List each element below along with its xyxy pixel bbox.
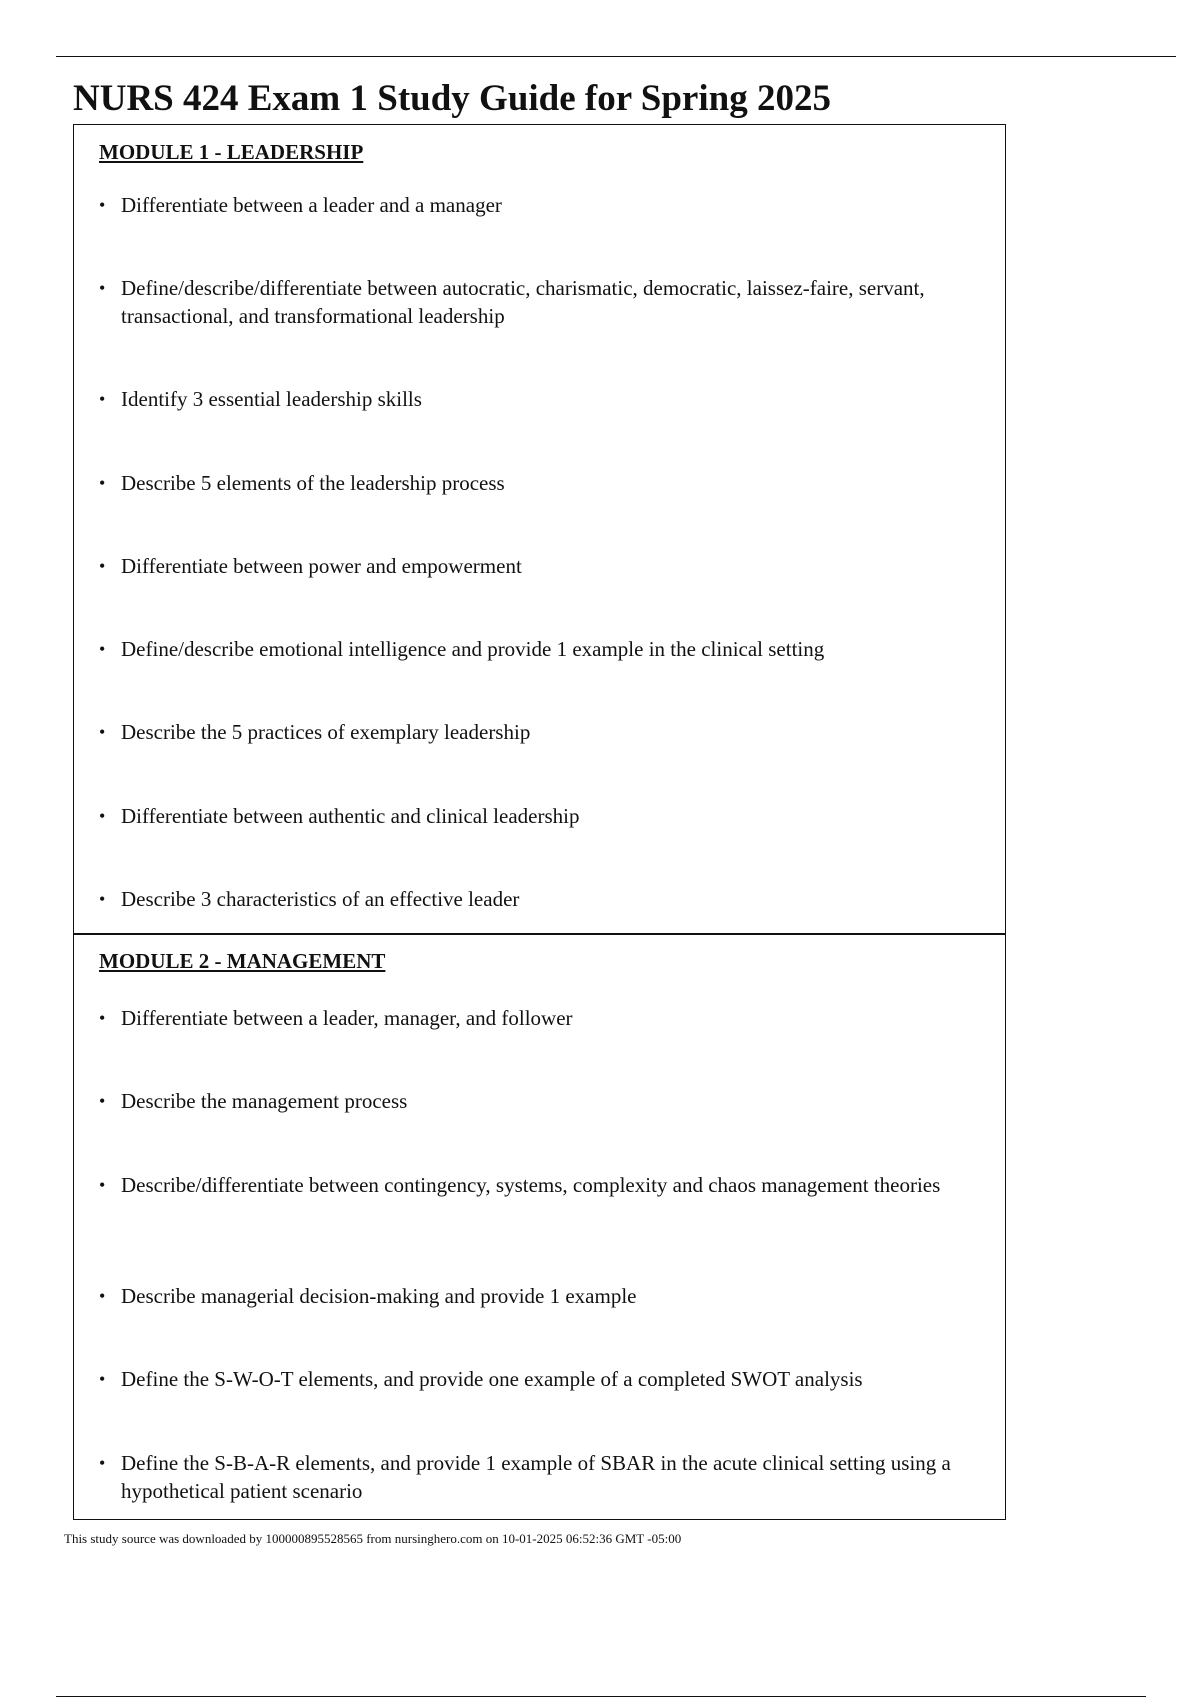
objective-text: Differentiate between authentic and clinical leadership xyxy=(121,804,580,828)
bullet-icon: • xyxy=(99,556,106,576)
bullet-icon: • xyxy=(99,1008,106,1028)
module-2-objective xyxy=(99,1087,979,1115)
top-rule xyxy=(56,56,1176,57)
module-1-objective xyxy=(99,635,979,663)
bullet-icon: • xyxy=(99,1286,106,1306)
module-1-objective xyxy=(99,274,979,330)
objective-text: Describe the 5 practices of exemplary leadership xyxy=(121,720,531,744)
objective-text: Define/describe/differentiate between autocratic, charismatic, democratic, laissez-faire, servant, transactional, and transformational leadership xyxy=(121,276,925,328)
bullet-icon: • xyxy=(99,1175,106,1195)
download-source-note: This study source was downloaded by 100000895528565 from nursinghero.com on 10-01-2025 06:52:36 GMT -05:00 xyxy=(64,1531,682,1546)
module-1-objective xyxy=(99,885,979,913)
module-2-objective xyxy=(99,1449,979,1505)
module-1-objective xyxy=(99,191,979,219)
module-1-objective xyxy=(99,385,979,413)
bullet-icon: • xyxy=(99,639,106,659)
module-2-heading: MODULE 2 - MANAGEMENT xyxy=(99,949,386,973)
module-2-objective xyxy=(99,1171,979,1199)
bullet-icon: • xyxy=(99,278,106,298)
bullet-icon: • xyxy=(99,195,106,215)
module-1-objective xyxy=(99,802,979,830)
module-1-box xyxy=(73,124,1006,935)
objective-text: Describe 3 characteristics of an effective leader xyxy=(121,887,520,911)
objective-text: Differentiate between a leader, manager, and follower xyxy=(121,1006,573,1030)
module-2-box xyxy=(73,933,1006,1520)
objective-text: Describe/differentiate between contingency, systems, complexity and chaos management theories xyxy=(121,1173,941,1197)
bottom-rule xyxy=(56,1696,1146,1697)
module-2-objective xyxy=(99,1004,979,1032)
page-title: NURS 424 Exam 1 Study Guide for Spring 2025 xyxy=(73,78,831,119)
module-1-heading: MODULE 1 - LEADERSHIP xyxy=(99,140,364,164)
objective-text: Describe the management process xyxy=(121,1089,408,1113)
bullet-icon: • xyxy=(99,1369,106,1389)
bullet-icon: • xyxy=(99,1453,106,1473)
module-1-objective xyxy=(99,718,979,746)
objective-text: Identify 3 essential leadership skills xyxy=(121,387,422,411)
objective-text: Define the S-B-A-R elements, and provide 1 example of SBAR in the acute clinical setting using a hypothetical patient scenario xyxy=(121,1451,951,1503)
objective-text: Describe managerial decision-making and provide 1 example xyxy=(121,1284,637,1308)
bullet-icon: • xyxy=(99,806,106,826)
bullet-icon: • xyxy=(99,1091,106,1111)
bullet-icon: • xyxy=(99,389,106,409)
module-1-objective xyxy=(99,552,979,580)
module-1-objective xyxy=(99,469,979,497)
objective-text: Define the S-W-O-T elements, and provide one example of a completed SWOT analysis xyxy=(121,1367,863,1391)
objective-text: Differentiate between a leader and a manager xyxy=(121,193,502,217)
objective-text: Define/describe emotional intelligence and provide 1 example in the clinical setting xyxy=(121,637,825,661)
module-2-objective xyxy=(99,1282,979,1310)
bullet-icon: • xyxy=(99,889,106,909)
objective-text: Describe 5 elements of the leadership process xyxy=(121,471,505,495)
module-2-objective xyxy=(99,1365,979,1393)
objective-text: Differentiate between power and empowerment xyxy=(121,554,522,578)
bullet-icon: • xyxy=(99,722,106,742)
bullet-icon: • xyxy=(99,473,106,493)
